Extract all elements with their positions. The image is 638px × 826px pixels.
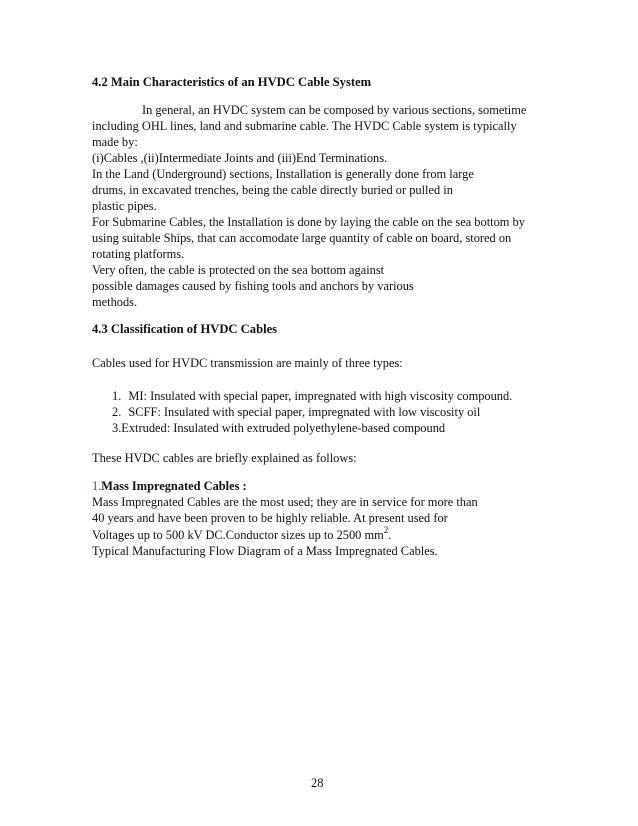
paragraph-line: Mass Impregnated Cables are the most used; they are in service for more than: [92, 495, 478, 509]
list-item: [112, 388, 512, 404]
mi-body: [92, 494, 478, 526]
paragraph-line: Very often, the cable is protected on the sea bottom against: [92, 263, 385, 277]
classification-intro: Cables used for HVDC transmission are mainly of three types:: [92, 356, 403, 370]
cable-type-list: [112, 388, 512, 436]
list-item: [112, 404, 512, 420]
page-number: 28: [311, 776, 324, 790]
flow-diagram-caption: Typical Manufacturing Flow Diagram of a Mass Impregnated Cables.: [92, 544, 438, 558]
paragraph-line: including OHL lines, land and submarine cable. The HVDC Cable system is typically: [92, 119, 517, 133]
section-heading-4-3: 4.3 Classification of HVDC Cables: [92, 322, 278, 336]
voltage-text: Voltages up to 500 kV DC.Conductor sizes up to 2500 mm: [92, 528, 384, 542]
paragraph-line: using suitable Ships, that can accomodate large quantity of cable on board, stored on: [92, 231, 512, 245]
list-marker: 1.: [112, 389, 122, 403]
mi-subheading: [92, 478, 247, 494]
list-item-text: SCFF: Insulated with special paper, impregnated with low viscosity oil: [128, 405, 481, 419]
paragraph-line: In general, an HVDC system can be composed by various sections, sometime: [142, 103, 527, 117]
voltage-end: .: [388, 528, 392, 542]
paragraph-line: (i)Cables ,(ii)Intermediate Joints and (iii)End Terminations.: [92, 151, 388, 165]
paragraph-line: methods.: [92, 295, 138, 309]
paragraph-line: possible damages caused by fishing tools and anchors by various: [92, 279, 414, 293]
paragraph-line: For Submarine Cables, the Installation is done by laying the cable on the sea bottom by: [92, 215, 525, 229]
list-item-text: 3.Extruded: Insulated with extruded polyethylene-based compound: [112, 421, 446, 435]
paragraph-line: rotating platforms.: [92, 247, 185, 261]
section-heading-4-2: 4.2 Main Characteristics of an HVDC Cable System: [92, 75, 372, 89]
list-marker: 2.: [112, 405, 122, 419]
mi-number: 1.: [92, 479, 102, 493]
paragraph-line: drums, in excavated trenches, being the cable directly buried or pulled in: [92, 183, 453, 197]
section-4-2-paragraph: [92, 102, 526, 310]
explanation-intro: These HVDC cables are briefly explained as follows:: [92, 451, 357, 465]
list-item: [112, 420, 512, 436]
paragraph-line: In the Land (Underground) sections, Installation is generally done from large: [92, 167, 474, 181]
paragraph-line: made by:: [92, 135, 138, 149]
paragraph-line: 40 years and have been proven to be highly reliable. At present used for: [92, 511, 448, 525]
mi-title: Mass Impregnated Cables :: [101, 479, 247, 493]
mi-voltage-line: [92, 527, 391, 543]
superscript-two: 2: [383, 525, 389, 535]
paragraph-line: plastic pipes.: [92, 199, 157, 213]
list-item-text: MI: Insulated with special paper, impregnated with high viscosity compound.: [128, 389, 513, 403]
